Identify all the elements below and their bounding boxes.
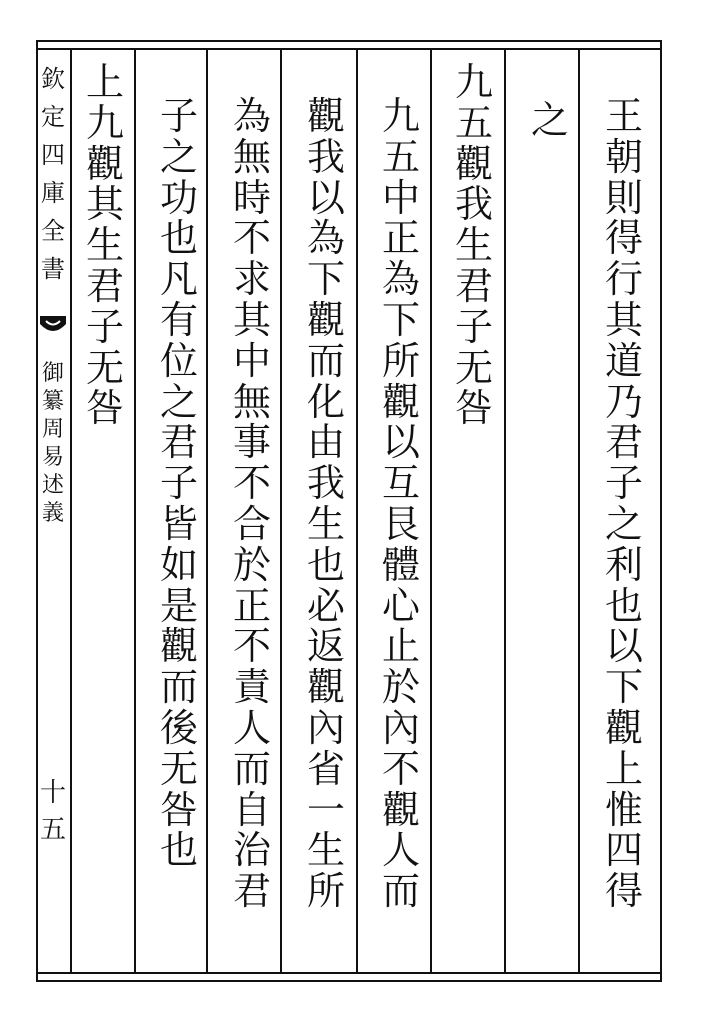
glyph: 五: [454, 100, 493, 145]
glyph: 御: [41, 361, 64, 386]
collection-title: [40, 60, 66, 288]
bottom-rule: [36, 972, 662, 974]
glyph: 不: [232, 216, 271, 261]
glyph: 內: [306, 705, 345, 750]
glyph: 道: [604, 338, 643, 383]
glyph: 九: [454, 60, 493, 104]
column-rule: [206, 50, 208, 974]
glyph: 九: [381, 94, 420, 138]
text-column-3: [447, 62, 501, 429]
glyph: 體: [381, 542, 420, 587]
glyph: 正: [232, 583, 271, 628]
glyph: 化: [306, 379, 345, 424]
glyph: 生: [85, 223, 124, 268]
glyph: 上: [604, 746, 643, 791]
glyph: 我: [306, 461, 345, 506]
glyph: 君: [159, 420, 198, 465]
glyph: 觀: [381, 379, 420, 424]
glyph: 而: [232, 746, 271, 791]
glyph: 於: [381, 665, 420, 710]
glyph: 利: [604, 542, 643, 587]
glyph: 周: [41, 417, 64, 442]
glyph: 事: [232, 420, 271, 465]
glyph: 互: [381, 461, 420, 506]
glyph: 欽: [41, 65, 65, 93]
column-rule: [134, 50, 136, 974]
glyph: 子: [159, 461, 198, 506]
glyph: 觀: [306, 94, 345, 138]
fish-tail-mark-icon: [38, 312, 68, 342]
glyph: 也: [159, 828, 198, 873]
glyph: 也: [159, 216, 198, 261]
glyph: 乃: [604, 379, 643, 424]
glyph: 下: [381, 297, 420, 342]
glyph: 於: [232, 542, 271, 587]
glyph: 所: [306, 869, 345, 914]
glyph: 中: [381, 175, 420, 220]
glyph: 生: [306, 828, 345, 873]
text-column-2: [523, 100, 577, 141]
glyph: 觀: [381, 787, 420, 832]
glyph: 上: [85, 60, 124, 104]
glyph: 君: [604, 420, 643, 465]
glyph: 則: [604, 175, 643, 220]
glyph: 下: [604, 665, 643, 710]
glyph: 書: [41, 255, 65, 283]
glyph: 四: [604, 828, 643, 873]
glyph: 庫: [41, 179, 65, 207]
column-rule: [280, 50, 282, 974]
glyph: 其: [85, 182, 124, 227]
glyph: 所: [381, 338, 420, 383]
glyph: 子: [85, 304, 124, 349]
glyph: 咎: [159, 787, 198, 832]
glyph: 子: [454, 304, 493, 349]
glyph: 定: [41, 103, 65, 131]
glyph: 以: [306, 175, 345, 220]
glyph: 不: [232, 624, 271, 669]
text-column-1: [597, 96, 651, 912]
glyph: 位: [159, 338, 198, 383]
glyph: 君: [232, 869, 271, 914]
book-title: [40, 360, 66, 528]
glyph: 皆: [159, 501, 198, 546]
glyph: 正: [381, 216, 420, 261]
glyph: 觀: [604, 705, 643, 750]
glyph: 而: [306, 338, 345, 383]
glyph: 功: [159, 175, 198, 220]
glyph: 无: [85, 345, 124, 390]
glyph: 觀: [454, 141, 493, 186]
glyph: 為: [232, 94, 271, 138]
column-rule: [356, 50, 358, 974]
glyph: 艮: [381, 501, 420, 546]
glyph: 之: [159, 379, 198, 424]
glyph: 全: [41, 217, 65, 245]
glyph: 无: [159, 746, 198, 791]
glyph: 治: [232, 828, 271, 873]
glyph: 得: [604, 869, 643, 914]
glyph: 如: [159, 542, 198, 587]
glyph: 後: [159, 705, 198, 750]
glyph: 君: [454, 263, 493, 308]
glyph: 述: [41, 473, 64, 498]
glyph: 生: [454, 223, 493, 268]
glyph: 以: [604, 624, 643, 669]
text-column-6: [225, 96, 279, 912]
glyph: 義: [41, 501, 64, 526]
glyph: 不: [381, 746, 420, 791]
glyph: 是: [159, 583, 198, 628]
glyph: 其: [604, 297, 643, 342]
glyph: 也: [306, 542, 345, 587]
glyph: 觀: [306, 665, 345, 710]
column-rule: [578, 50, 580, 974]
glyph: 無: [232, 134, 271, 179]
text-column-4: [374, 96, 428, 912]
glyph: 以: [381, 420, 420, 465]
glyph: 凡: [159, 257, 198, 302]
glyph: 我: [306, 134, 345, 179]
glyph: 王: [604, 94, 643, 138]
glyph: 止: [381, 624, 420, 669]
glyph: 咎: [454, 386, 493, 431]
glyph: 無: [232, 379, 271, 424]
glyph: 中: [232, 338, 271, 383]
glyph: 惟: [604, 787, 643, 832]
page-number: 十五: [39, 778, 66, 845]
glyph: 子: [604, 461, 643, 506]
glyph: 不: [232, 461, 271, 506]
glyph: 返: [306, 624, 345, 669]
text-column-8: [78, 62, 132, 429]
glyph: 君: [85, 263, 124, 308]
glyph: 咎: [85, 386, 124, 431]
column-rule: [504, 50, 506, 974]
glyph: 其: [232, 297, 271, 342]
glyph: 省: [306, 746, 345, 791]
glyph: 五: [381, 134, 420, 179]
glyph: 而: [159, 665, 198, 710]
glyph: 得: [604, 216, 643, 261]
glyph: 時: [232, 175, 271, 220]
glyph: 合: [232, 501, 271, 546]
glyph: 責: [232, 665, 271, 710]
glyph: 觀: [306, 297, 345, 342]
glyph: 內: [381, 705, 420, 750]
glyph: 生: [306, 501, 345, 546]
glyph: 无: [454, 345, 493, 390]
glyph: 人: [381, 828, 420, 873]
glyph: 而: [381, 869, 420, 914]
glyph: 之: [159, 134, 198, 179]
glyph: 必: [306, 583, 345, 628]
glyph: 易: [41, 445, 64, 470]
glyph: 人: [232, 705, 271, 750]
text-column-7: [152, 96, 206, 871]
glyph: 為: [306, 216, 345, 261]
glyph: 四: [41, 141, 65, 169]
glyph: 為: [381, 257, 420, 302]
glyph: 之: [530, 98, 569, 142]
glyph: 心: [381, 583, 420, 628]
glyph: 有: [159, 297, 198, 342]
glyph: 九: [85, 100, 124, 145]
glyph: 也: [604, 583, 643, 628]
glyph: 觀: [159, 624, 198, 669]
glyph: 由: [306, 420, 345, 465]
glyph: 行: [604, 257, 643, 302]
glyph: 一: [306, 787, 345, 832]
glyph: 下: [306, 257, 345, 302]
glyph: 觀: [85, 141, 124, 186]
glyph: 之: [604, 501, 643, 546]
text-column-5: [299, 96, 353, 912]
column-rule: [430, 50, 432, 974]
glyph: 纂: [41, 389, 64, 414]
glyph: 我: [454, 182, 493, 227]
column-rule: [70, 50, 72, 974]
glyph: 朝: [604, 134, 643, 179]
glyph: 子: [159, 94, 198, 138]
glyph: 求: [232, 257, 271, 302]
top-rule: [36, 48, 662, 50]
glyph: 自: [232, 787, 271, 832]
